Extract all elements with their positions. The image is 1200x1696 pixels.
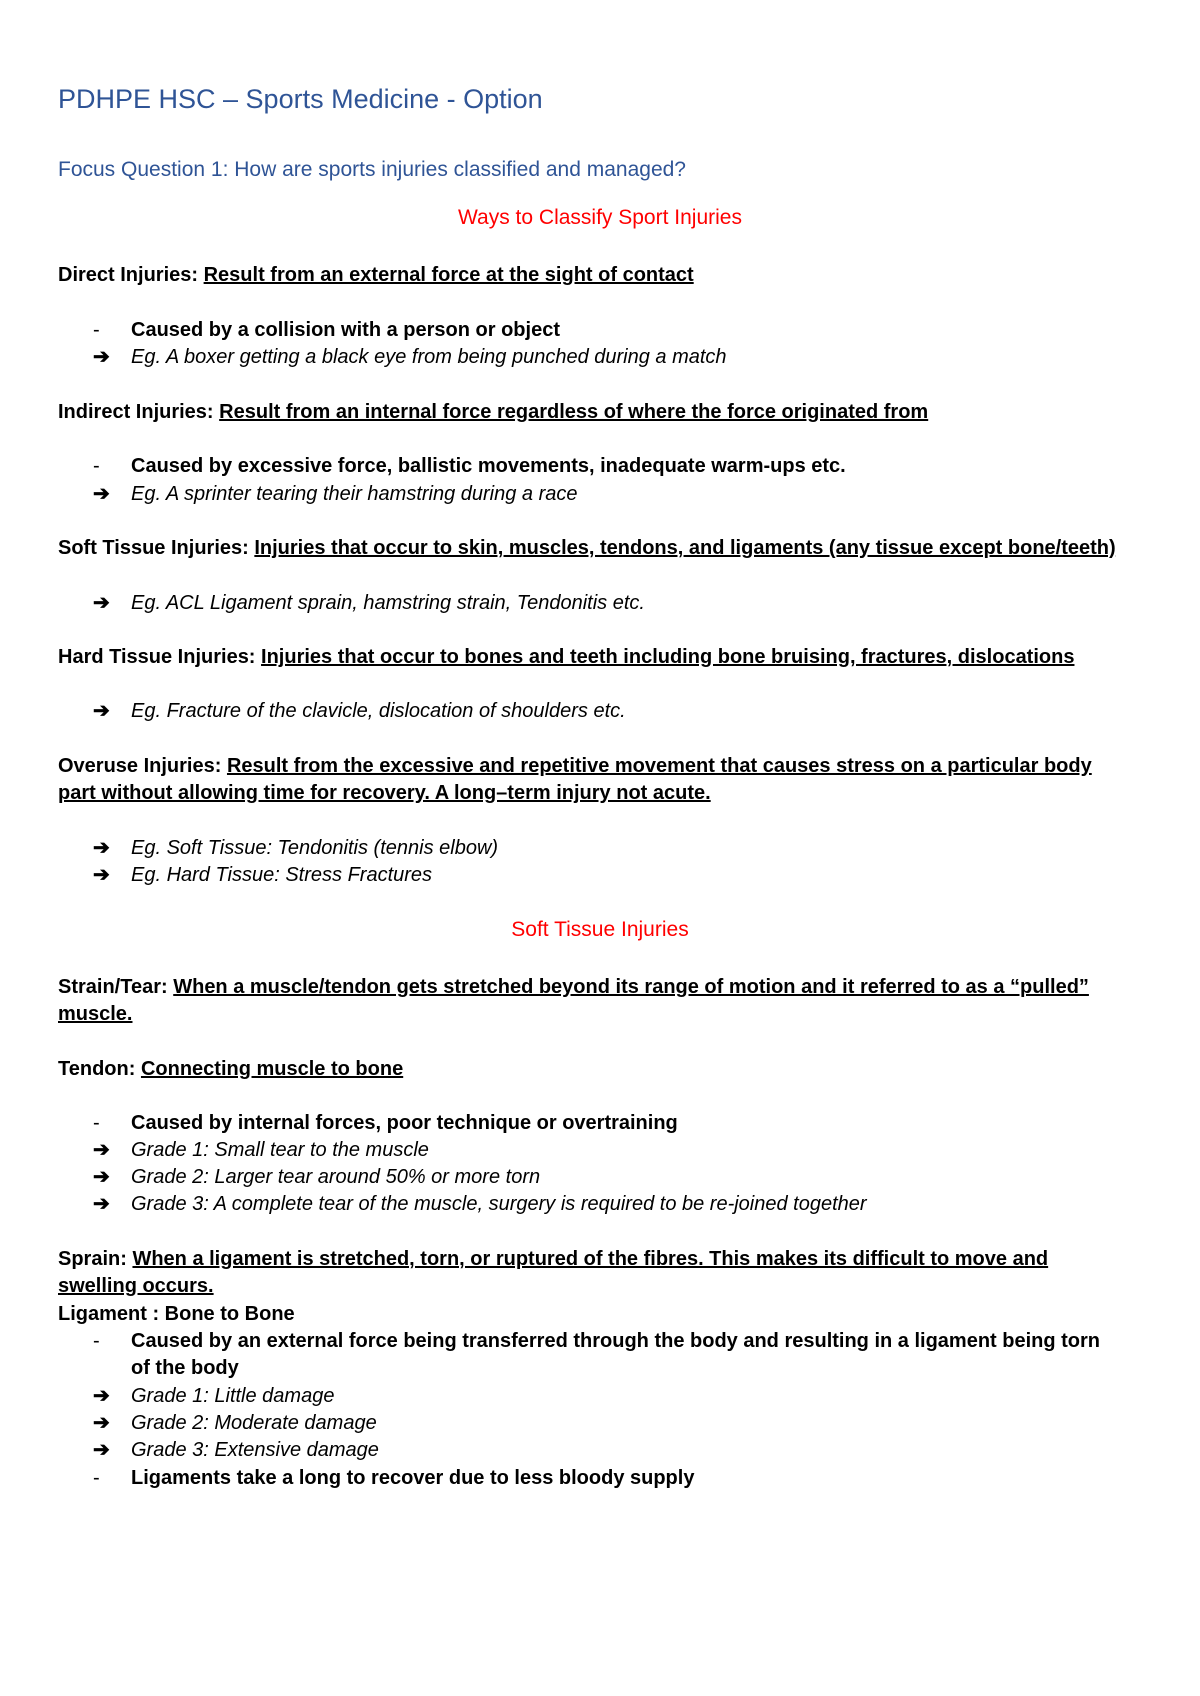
example-text: Eg. Fracture of the clavicle, dislocation of shoulders etc. xyxy=(131,700,626,722)
term-label: Soft Tissue Injuries: xyxy=(58,537,255,559)
grade-text: Grade 2: Moderate damage xyxy=(131,1412,377,1434)
example-text: Eg. A sprinter tearing their hamstring during a race xyxy=(131,483,578,505)
arrow-right-icon: ➔ xyxy=(93,1439,110,1461)
arrow-right-icon: ➔ xyxy=(93,1166,110,1188)
arrow-right-icon: ➔ xyxy=(93,483,110,505)
definition-text: Connecting muscle to bone xyxy=(140,1058,404,1080)
hard-tissue-definition xyxy=(58,643,1168,672)
overuse-definition-cont xyxy=(58,779,1168,808)
overuse-definition xyxy=(58,752,1168,781)
focus-question: Focus Question 1: How are sports injuries classified and managed? xyxy=(58,158,686,181)
sprain-definition xyxy=(58,1245,1168,1274)
definition-text: swelling occurs. xyxy=(58,1275,214,1297)
section-heading-classify: Ways to Classify Sport Injuries xyxy=(458,206,742,229)
arrow-right-icon: ➔ xyxy=(93,1412,110,1434)
section-heading-soft-tissue: Soft Tissue Injuries xyxy=(511,918,689,941)
term-label: Direct Injuries: xyxy=(58,264,204,286)
dash-marker: - xyxy=(93,455,100,477)
example-text: Eg. ACL Ligament sprain, hamstring strain, Tendonitis etc. xyxy=(131,592,645,614)
indirect-injuries-definition xyxy=(58,398,1168,427)
soft-tissue-definition xyxy=(58,534,1168,563)
arrow-right-icon: ➔ xyxy=(93,346,110,368)
dash-marker: - xyxy=(93,1467,100,1489)
list-item-text: Ligaments take a long to recover due to less bloody supply xyxy=(131,1467,695,1489)
example-text: Eg. Hard Tissue: Stress Fractures xyxy=(131,864,433,886)
arrow-right-icon: ➔ xyxy=(93,592,110,614)
ligament-line xyxy=(58,1300,1168,1329)
term-label: Sprain: xyxy=(58,1248,133,1270)
sprain-definition-cont xyxy=(58,1272,1168,1301)
arrow-right-icon: ➔ xyxy=(93,1193,110,1215)
arrow-right-icon: ➔ xyxy=(93,837,110,859)
list-item-text: Caused by a collision with a person or object xyxy=(131,319,560,341)
definition-text: Result from an external force at the sight of contact xyxy=(203,264,694,286)
example-text: Eg. Soft Tissue: Tendonitis (tennis elbow) xyxy=(131,837,499,859)
term-label: Tendon: xyxy=(58,1058,141,1080)
strain-definition xyxy=(58,973,1168,1002)
arrow-right-icon: ➔ xyxy=(93,864,110,886)
definition-text: part without allowing time for recovery. A long–term injury not acute. xyxy=(58,782,711,804)
definition-text: muscle. xyxy=(58,1003,133,1025)
grade-text: Grade 3: A complete tear of the muscle, surgery is required to be re-joined together xyxy=(131,1193,867,1215)
term-label: Indirect Injuries: xyxy=(58,401,220,423)
arrow-right-icon: ➔ xyxy=(93,1139,110,1161)
definition-text: Injuries that occur to bones and teeth including bone bruising, fractures, dislocations xyxy=(261,646,1075,668)
list-item-text: Caused by an external force being transferred through the body and resulting in a ligament being torn xyxy=(131,1330,1101,1352)
definition-text: Result from the excessive and repetitive movement that causes stress on a particular body xyxy=(226,755,1092,777)
arrow-right-icon: ➔ xyxy=(93,700,110,722)
arrow-right-icon: ➔ xyxy=(93,1385,110,1407)
definition-text: When a ligament is stretched, torn, or ruptured of the fibres. This makes its difficult to move and xyxy=(132,1248,1049,1270)
term-label: Strain/Tear: xyxy=(58,976,174,998)
tendon-definition xyxy=(58,1055,1168,1084)
list-item-text: Caused by internal forces, poor technique or overtraining xyxy=(131,1112,678,1134)
term-label: Hard Tissue Injuries: xyxy=(58,646,262,668)
grade-text: Grade 3: Extensive damage xyxy=(131,1439,379,1461)
strain-definition-cont xyxy=(58,1000,1168,1029)
document-title: PDHPE HSC – Sports Medicine - Option xyxy=(58,84,543,114)
term-label: Overuse Injuries: xyxy=(58,755,227,777)
dash-marker: - xyxy=(93,319,100,341)
grade-text: Grade 1: Little damage xyxy=(131,1385,335,1407)
direct-injuries-definition xyxy=(58,261,1168,290)
grade-text: Grade 2: Larger tear around 50% or more torn xyxy=(131,1166,541,1188)
definition-text: When a muscle/tendon gets stretched beyond its range of motion and it referred to as a “pulled” xyxy=(173,976,1089,998)
definition-text: Result from an internal force regardless of where the force originated from xyxy=(219,401,929,423)
list-item-text: Caused by excessive force, ballistic movements, inadequate warm-ups etc. xyxy=(131,455,846,477)
definition-text: Injuries that occur to skin, muscles, tendons, and ligaments (any tissue except bone/teeth) xyxy=(254,537,1116,559)
grade-text: Grade 1: Small tear to the muscle xyxy=(131,1139,429,1161)
dash-marker: - xyxy=(93,1330,100,1352)
list-item-text: of the body xyxy=(131,1357,239,1379)
ligament-text: Ligament : Bone to Bone xyxy=(58,1303,295,1325)
dash-marker: - xyxy=(93,1112,100,1134)
example-text: Eg. A boxer getting a black eye from being punched during a match xyxy=(131,346,727,368)
